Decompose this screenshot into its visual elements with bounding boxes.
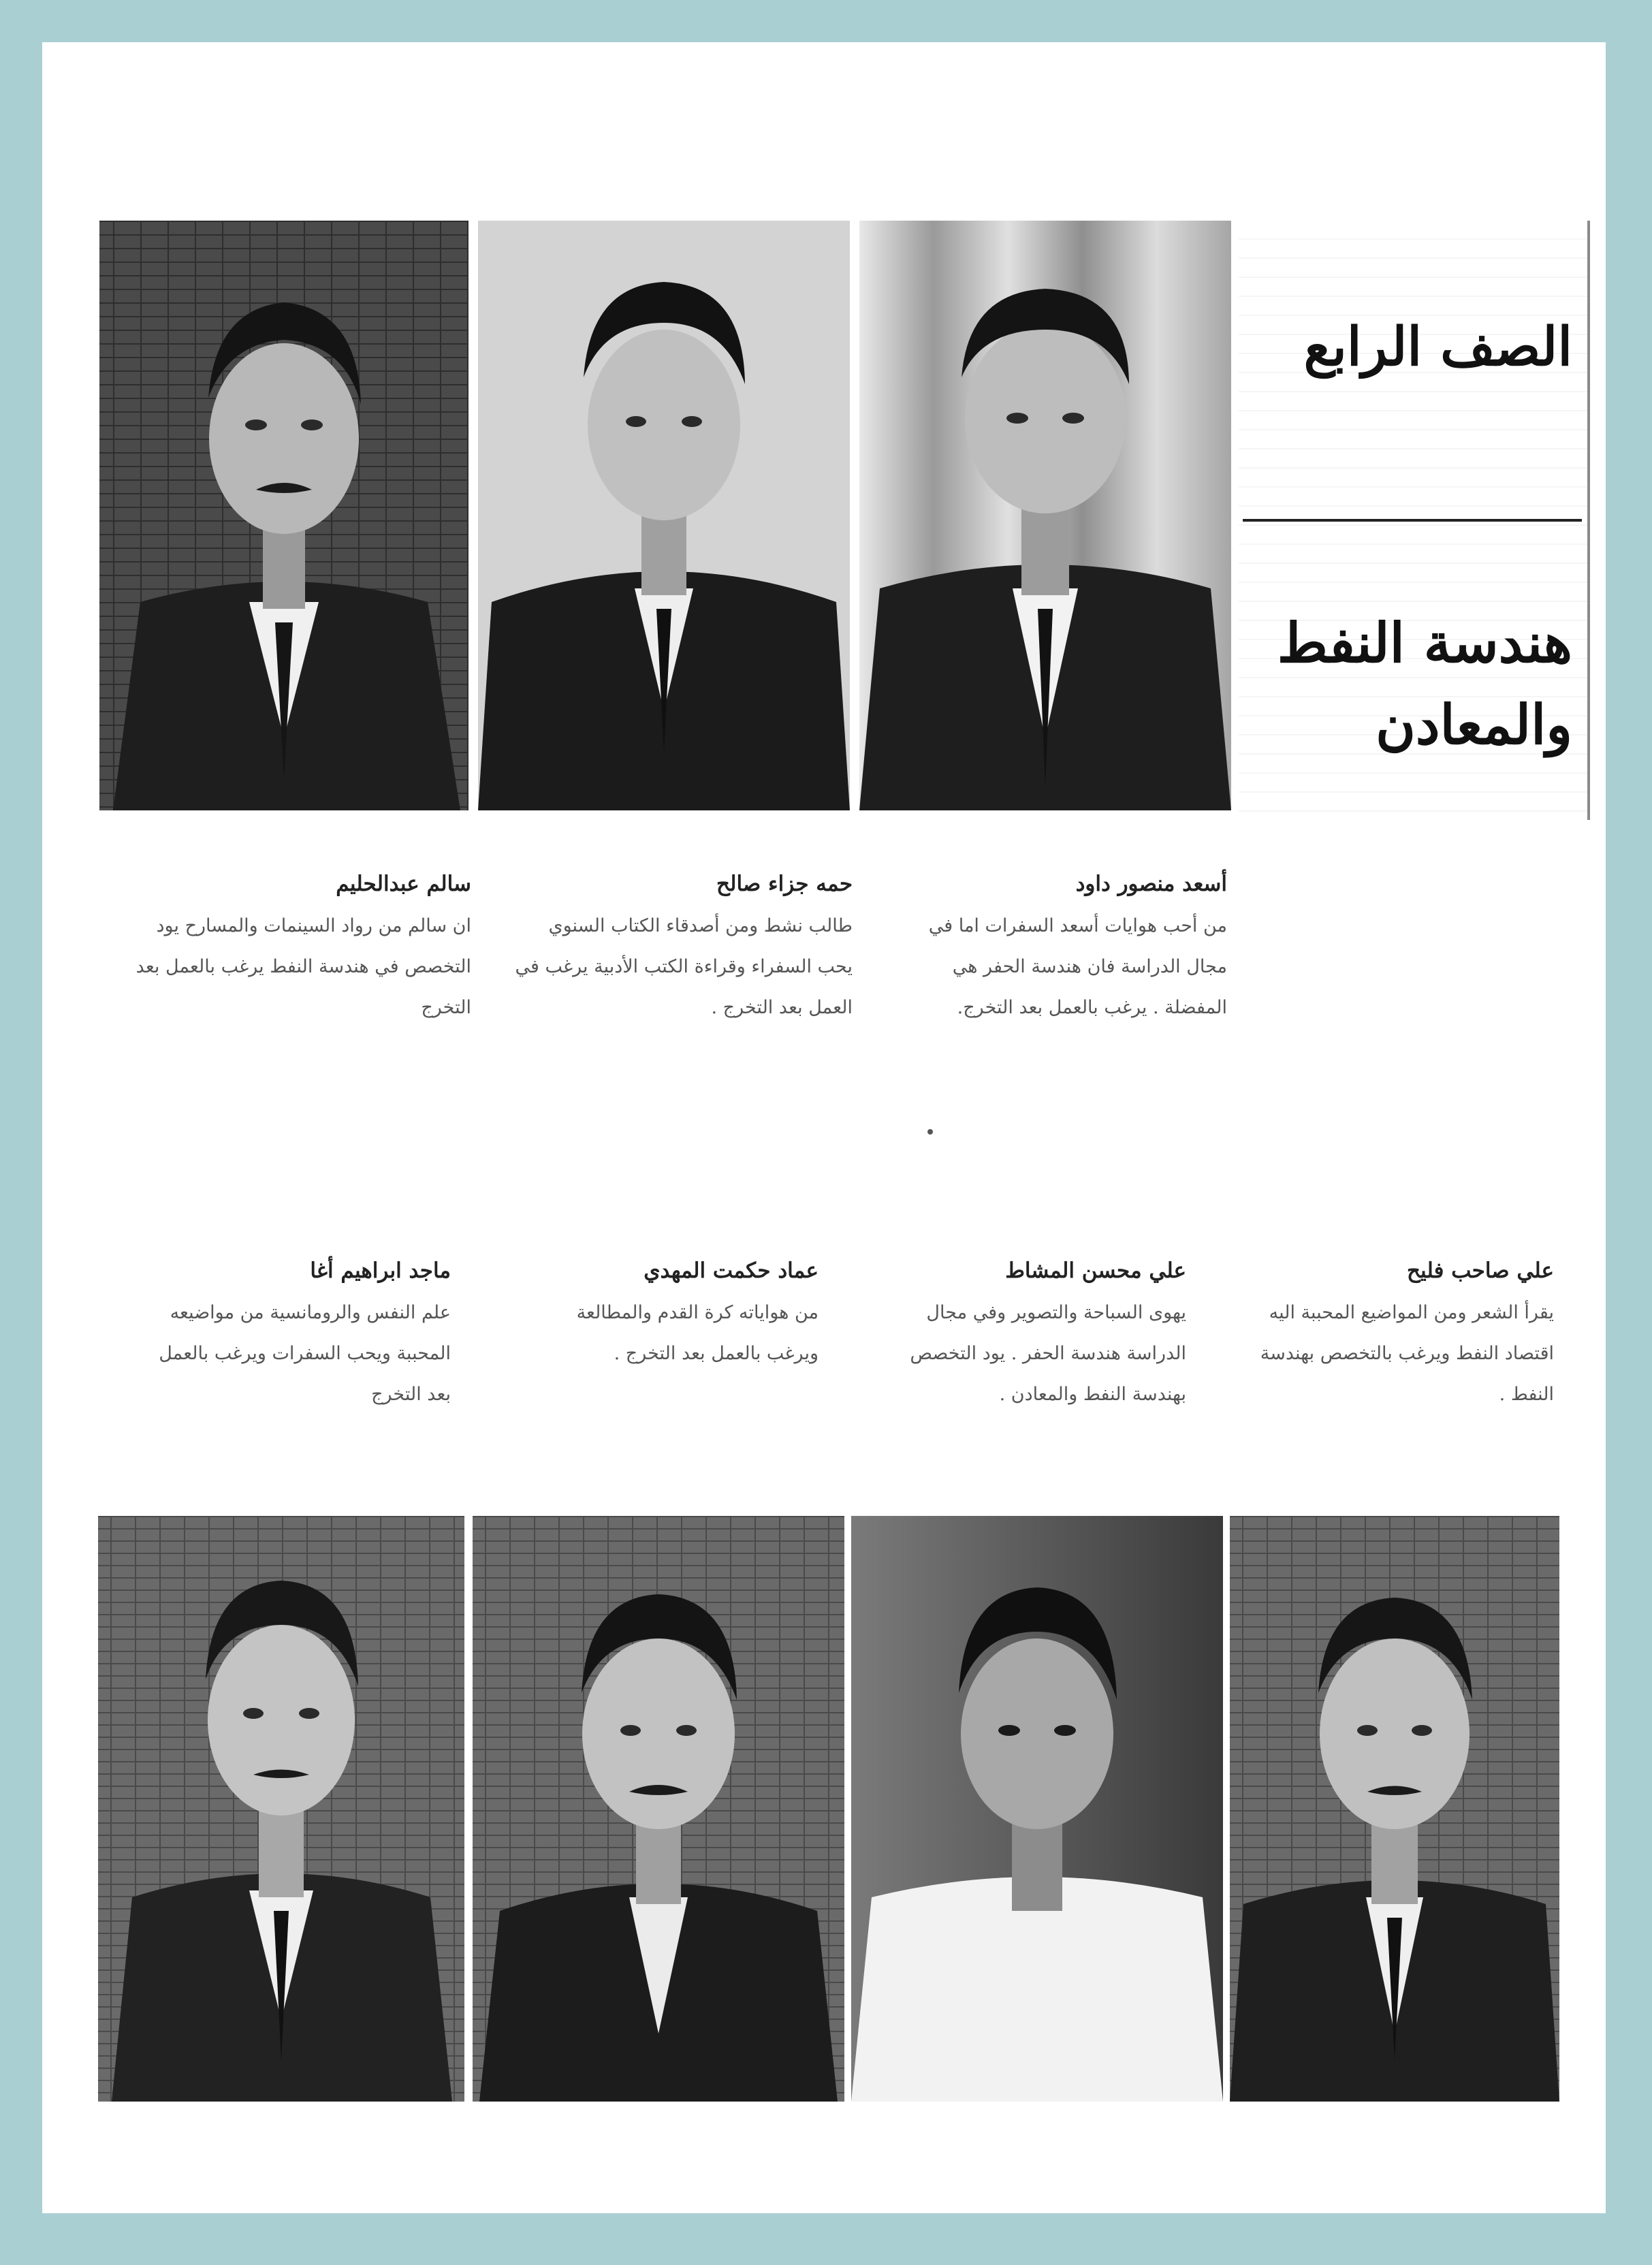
separator-dot xyxy=(927,1129,933,1135)
student-name: سالم عبدالحليم xyxy=(336,872,471,896)
student-description: علم النفس والرومانسية من مواضيعه المحببة ويحب السفرات ويرغب بالعمل بعد التخرج xyxy=(159,1302,451,1405)
photo-imad xyxy=(473,1516,844,2102)
photo-majid xyxy=(98,1516,464,2102)
department-name xyxy=(1252,602,1572,765)
student-description: من أحب هوايات أسعد السفرات اما في مجال الدراسة فان هندسة الحفر هي المفضلة . يرغب بالعمل بعد التخرج. xyxy=(928,915,1227,1018)
caption-ali-saheb xyxy=(1254,1258,1554,1415)
student-description: من هواياته كرة القدم والمطالعة ويرغب بالعمل بعد التخرج . xyxy=(576,1302,819,1364)
photo-salem xyxy=(99,221,468,810)
student-name: علي صاحب فليح xyxy=(1406,1258,1554,1283)
department-line-1: هندسة النفط xyxy=(1277,611,1572,675)
class-title-box xyxy=(1239,221,1590,820)
caption-salem xyxy=(131,872,471,1028)
student-description: طالب نشط ومن أصدقاء الكتاب السنوي يحب السفراء وقراءة الكتب الأدبية يرغب في العمل بعد التخرج . xyxy=(515,915,853,1018)
class-label: الصف الرابع xyxy=(1303,316,1572,378)
student-name: عماد حكمت المهدي xyxy=(644,1258,819,1283)
student-description: يهوى السباحة والتصوير وفي مجال الدراسة هندسة الحفر . يود التخصص بهندسة النفط والمعادن . xyxy=(910,1302,1186,1405)
student-name: ماجد ابراهيم أغا xyxy=(310,1258,451,1283)
photo-hama xyxy=(478,221,850,810)
photo-asaad xyxy=(859,221,1231,810)
student-description: يقرأ الشعر ومن المواضيع المحببة اليه اقتصاد النفط ويرغب بالتخصص بهندسة النفط . xyxy=(1260,1302,1554,1405)
yearbook-page xyxy=(42,42,1606,2213)
photo-ali-mohsen xyxy=(851,1516,1223,2102)
department-line-2: والمعادن xyxy=(1376,693,1572,757)
caption-majid xyxy=(138,1258,451,1415)
caption-hama xyxy=(512,872,853,1028)
caption-ali-mohsen xyxy=(887,1258,1186,1415)
photo-ali-saheb xyxy=(1230,1516,1559,2102)
student-name: حمه جزاء صالح xyxy=(716,872,853,896)
student-description: ان سالم من رواد السينمات والمسارح يود التخصص في هندسة النفط يرغب بالعمل بعد التخرج xyxy=(136,915,471,1018)
caption-asaad xyxy=(887,872,1227,1028)
title-divider xyxy=(1243,519,1582,522)
student-name: علي محسن المشاط xyxy=(1005,1258,1186,1283)
student-name: أسعد منصور داود xyxy=(1075,872,1227,896)
caption-imad xyxy=(519,1258,819,1374)
